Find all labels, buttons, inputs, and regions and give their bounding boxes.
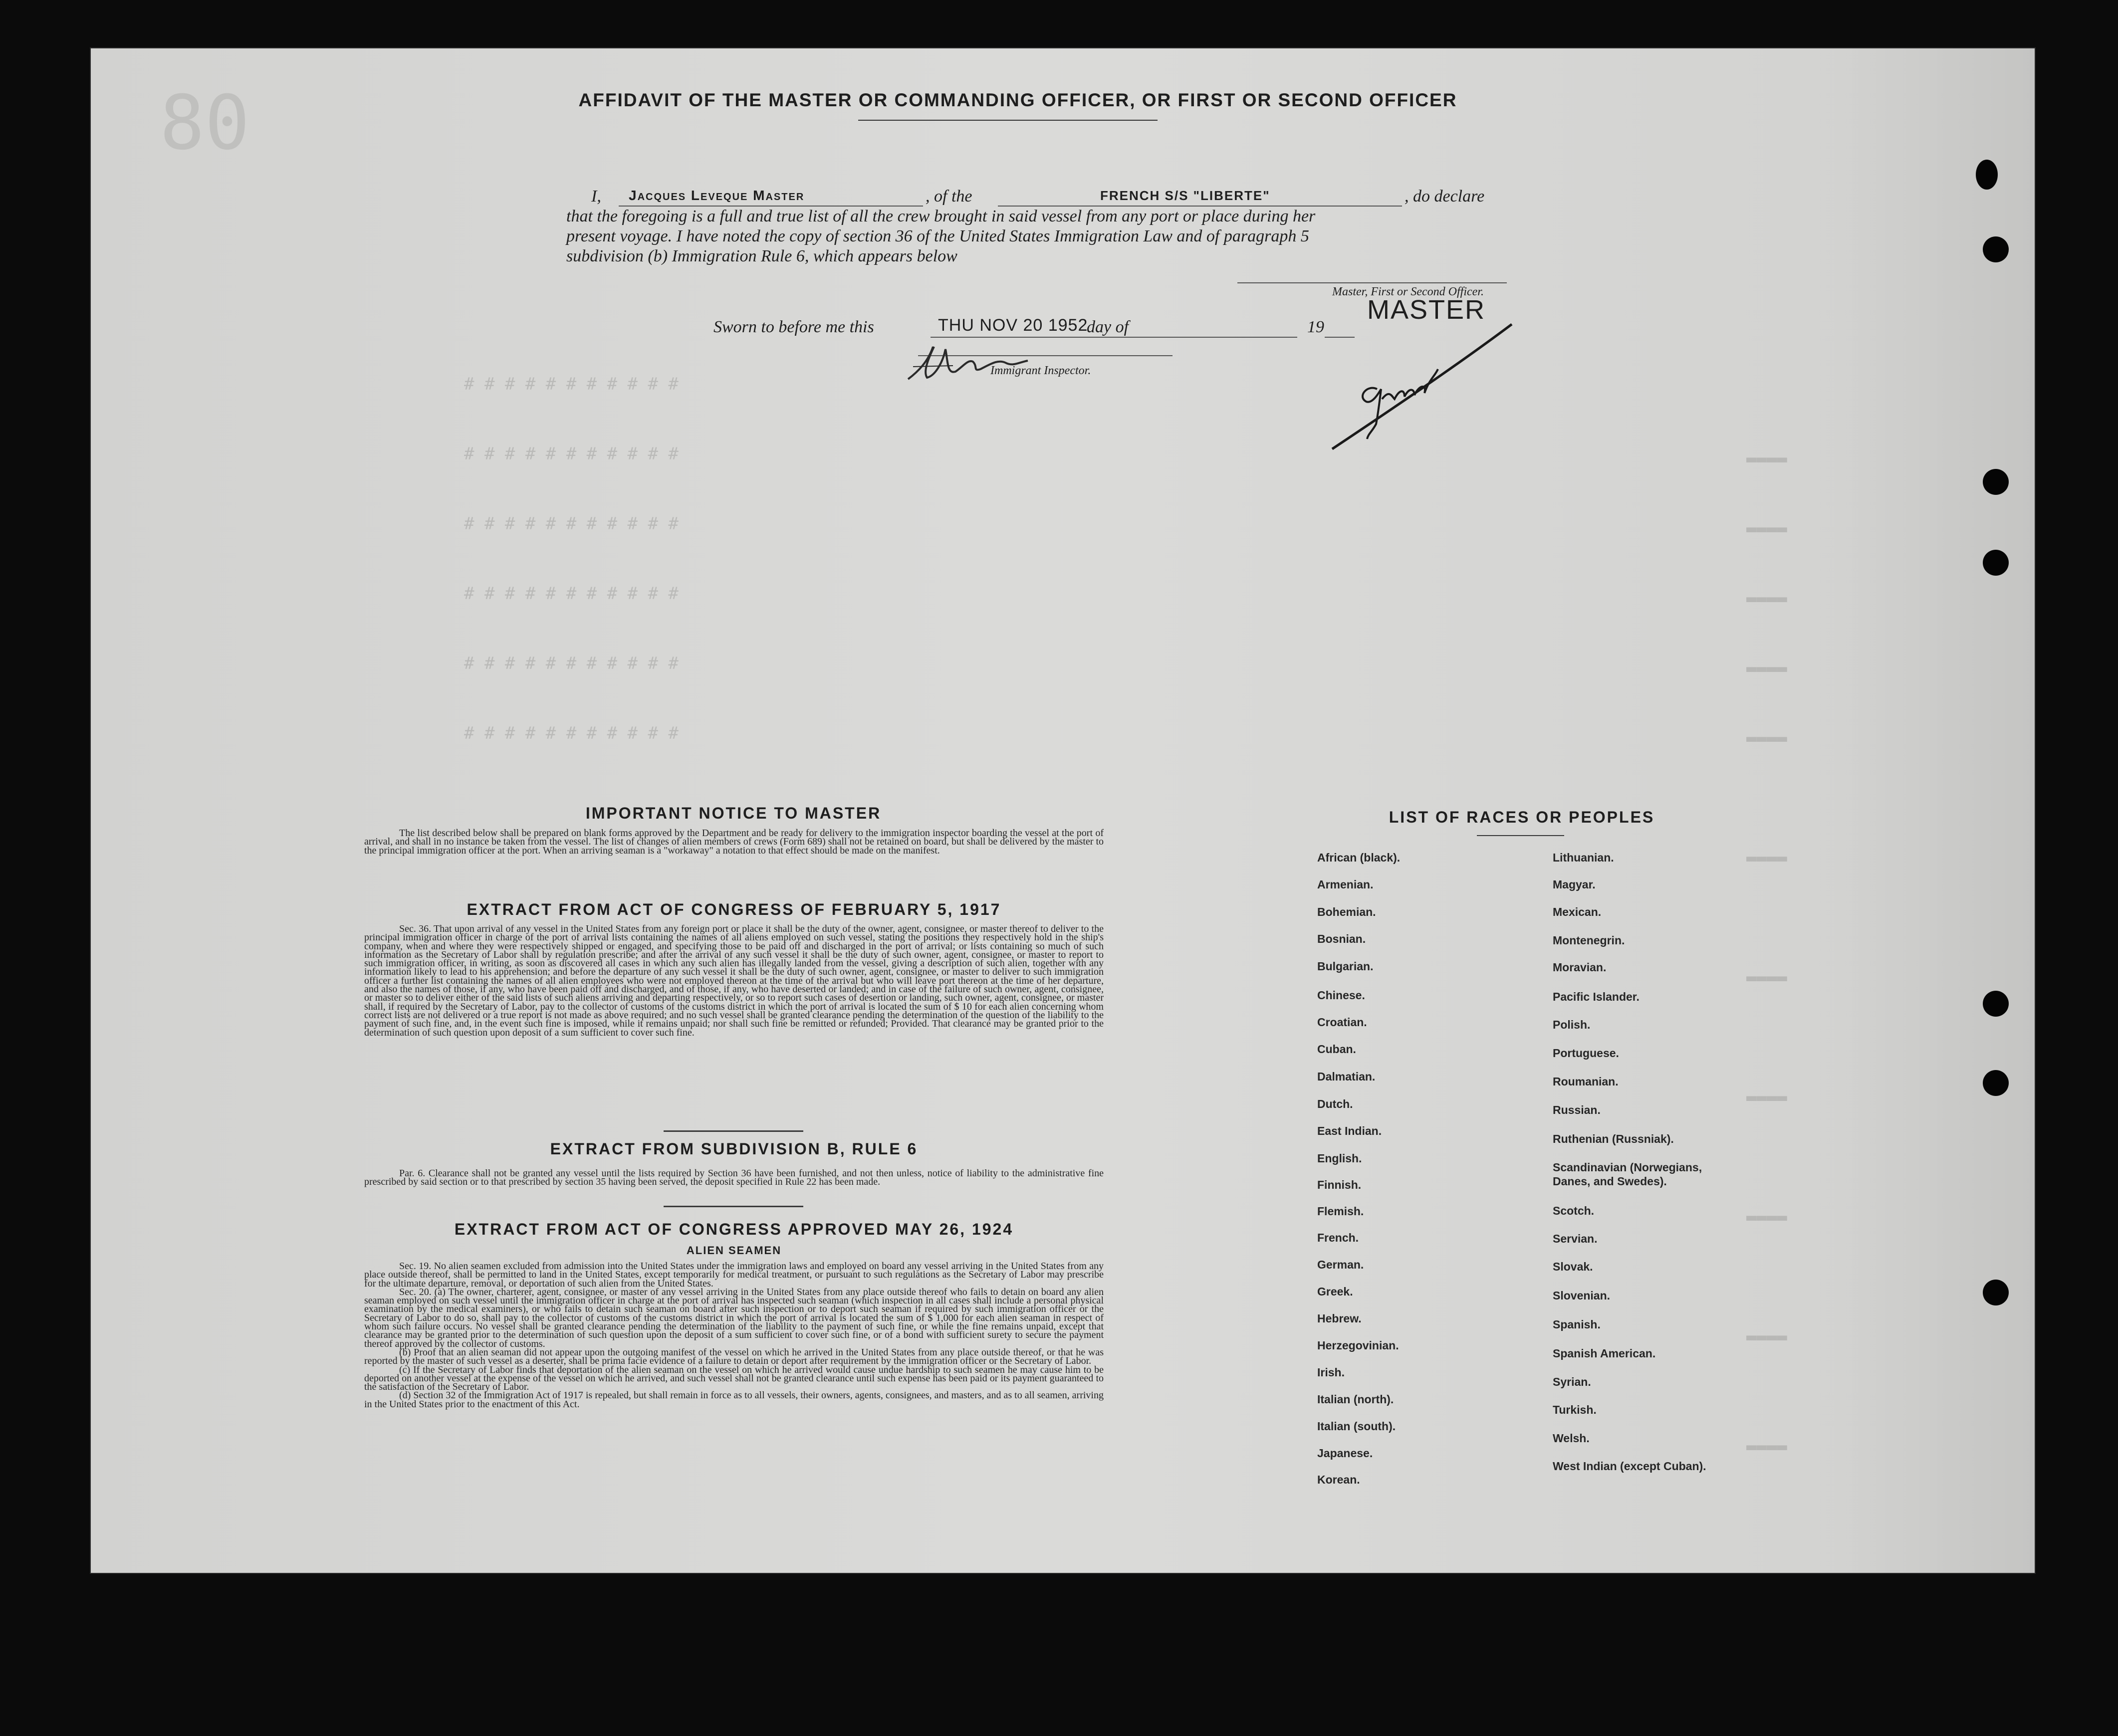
sec-20d-paragraph: (d) Section 32 of the Immigration Act of 1917 is repealed, but shall remain in force as to all vessels, their owners, agents, consignees, and masters, and as to all seamen, arriving in the United States prior to the enactment of this Act.: [364, 1390, 1104, 1410]
punch-hole: [1976, 160, 1998, 190]
inspector-caption: Immigrant Inspector.: [990, 364, 1091, 377]
race-item: Flemish.: [1317, 1205, 1364, 1218]
race-item: Servian.: [1553, 1232, 1598, 1245]
affidavit-title: AFFIDAVIT OF THE MASTER OR COMMANDING OFFICER, OR FIRST OR SECOND OFFICER: [578, 90, 1457, 110]
race-item: Armenian.: [1317, 878, 1374, 891]
affidavit-line-3: present voyage. I have noted the copy of section 36 of the United States Immigration Law and of paragraph 5: [566, 227, 1309, 245]
month-fill-line: [1143, 337, 1297, 338]
race-item: Bulgarian.: [1317, 960, 1374, 973]
day-of-text: day of: [1087, 318, 1129, 336]
master-name: Jacques Leveque Master: [629, 188, 805, 203]
notice-paragraph: The list described below shall be prepared on blank forms approved by the Department and be ready for delivery to the immigration inspector boarding the vessel at the port of arrival, and shall in no instance be taken from the vessel. The list of changes of alien members of crews (Form 689) shall not be retained on board, but shall be delivered by the master to the principal immigration officer at the port. When an arriving seaman is a "workaway" a notation to that effect should be made on the manifest.: [364, 828, 1104, 856]
race-item: Dutch.: [1317, 1097, 1353, 1110]
section-rule: [664, 1206, 803, 1207]
vessel-fill-line: [998, 206, 1402, 207]
affidavit-line-2: that the foregoing is a full and true list of all the crew brought in said vessel from any port or place during her: [566, 207, 1316, 225]
race-item: East Indian.: [1317, 1124, 1382, 1137]
alien-seamen-subtitle: ALIEN SEAMEN: [686, 1244, 782, 1257]
inspector-signature: [898, 332, 1063, 387]
name-fill-line: [619, 206, 923, 207]
punch-hole: [1983, 1280, 2009, 1305]
race-item: Magyar.: [1553, 878, 1596, 891]
race-item: French.: [1317, 1231, 1359, 1244]
officer-signature-line: [1237, 282, 1507, 283]
sworn-date-stamp: THU NOV 20 1952: [938, 316, 1088, 335]
sec-20b-paragraph: (b) Proof that an alien seaman did not appear upon the outgoing manifest of the vessel on which he arrived in the United States from any place outside thereof, or that he was reported by the master of such vessel as a deserter, shall be prima facie evidence of a failure to detain or deport after requirement by the immigration officer or the Secretary of Labor.: [364, 1346, 1104, 1367]
race-item: Greek.: [1317, 1285, 1353, 1298]
affidavit-line-4: subdivision (b) Immigration Rule 6, which appears below: [566, 247, 957, 265]
race-item: Italian (south).: [1317, 1420, 1396, 1433]
race-item: Dalmatian.: [1317, 1070, 1376, 1083]
race-item: Irish.: [1317, 1366, 1345, 1379]
notice-text: [364, 829, 1104, 855]
race-item: Italian (north).: [1317, 1393, 1394, 1406]
race-item: African (black).: [1317, 851, 1401, 864]
vessel-name: FRENCH S/S "LIBERTE": [1100, 188, 1270, 203]
race-item: Lithuanian.: [1553, 851, 1614, 864]
race-item: Roumanian.: [1553, 1075, 1619, 1088]
race-item: Russian.: [1553, 1103, 1601, 1116]
race-item: Scandinavian (Norwegians, Danes, and Swedes).: [1553, 1161, 1702, 1188]
section-36-paragraph: Sec. 36. That upon arrival of any vessel in the United States from any foreign port or place it shall be the duty of the owner, agent, consignee, or master thereof to deliver to the principal immigration officer in charge of the port of arrival lists containing the names of all aliens employed on such vessel, stating the positions they respectively hold in the ship's company, when and where they were respectively shipped or engaged, and specifying those to be paid off and discharged in the port of arrival; or lists containing so much of such information as the Secretary of Labor shall by regulation prescribe; and after the arrival of any such vessel it shall be the duty of such owner, agent, consignee, or master to report to such immigration officer, in writing, as soon as discovered all cases in which any such alien has illegally landed from the vessel, giving a description of such alien, together with any information likely to lead to his apprehension; and before the departure of any such vessel it shall be the duty of such owner, agent, consignee, or master to deliver to such immigration officer a further list containing the names of all alien employees who were not employed thereon at the time of the arrival but who will leave port thereon at the time of her departure, and also the names of those, if any, who have been paid off and discharged, and of those, if any, who have deserted or landed; and in case of the failure of such owner, agent, consignee, or master so to deliver either of the said lists of such aliens arriving and departing respectively, or so to report such cases of desertion or landing, such owner, agent, consignee, or master shall, if required by the Secretary of Labor, pay to the collector of customs of the customs district in which the port of arrival is located the sum of $ 10 for each alien concerning whom correct lists are not delivered or a true report is not made as above required; and no such vessel shall be granted clearance pending the determination of the question of the liability to the payment of such fine, and, in the event such fine is imposed, while it remains unpaid; nor shall such fine be remitted or refunded; Provided. That clearance may be granted prior to the determination of such question upon deposit of a sum sufficient to cover such fine.: [364, 923, 1104, 1038]
title-rule: [858, 120, 1158, 121]
race-item: Finnish.: [1317, 1178, 1362, 1191]
paragraph-6: Par. 6. Clearance shall not be granted any vessel until the lists required by Section 36 have been furnished, and not then unless, notice of liability to the administrative fine prescribed by said section or to that prescribed by section 35 having been served, the deposit specified in Rule 22 has been made.: [364, 1168, 1104, 1188]
races-title-rule: [1477, 835, 1564, 836]
extract-1924-text: [364, 1262, 1104, 1409]
race-item: Slovenian.: [1553, 1289, 1611, 1302]
race-item: Pacific Islander.: [1553, 990, 1640, 1003]
race-item: Welsh.: [1553, 1432, 1590, 1445]
year-prefix: 19: [1307, 318, 1324, 336]
sec-20a-paragraph: Sec. 20. (a) The owner, charterer, agent, consignee, or master of any vessel arriving in the United States from any place outside thereof who fails to detain on board any alien seaman employed on such vessel until the immigration officer in charge at the port of arrival has inspected such seaman (which inspection in all cases shall include a personal physical examination by the medical examiners), or who fails to detain such seaman on board after such inspection or to deport such seaman if required by such immigration officer or the Secretary of Labor to do so, shall pay to the collector of customs of the customs district in which the port of arrival is located the sum of $ 1,000 for each alien seaman in respect of whom such failure occurs. No vessel shall be granted clearance pending the determination of the liability to the payment of such fine, or while the fine remains unpaid, except that clearance may be granted prior to the determination of such question upon the deposit of a sum sufficient to cover such fine, or of a bond with sufficient surety to secure the payment thereof approved by the collector of customs.: [364, 1286, 1104, 1349]
race-item: English.: [1317, 1152, 1362, 1165]
race-item: Polish.: [1553, 1018, 1591, 1031]
sworn-prefix: Sworn to before me this: [713, 318, 874, 336]
race-item: Spanish.: [1553, 1318, 1601, 1331]
master-signature: [1322, 314, 1522, 454]
race-item: West Indian (except Cuban).: [1553, 1460, 1706, 1473]
extract-1924-title: EXTRACT FROM ACT OF CONGRESS APPROVED MAY 26, 1924: [454, 1220, 1014, 1238]
extract-rule6-title: EXTRACT FROM SUBDIVISION B, RULE 6: [550, 1140, 918, 1158]
notice-title: IMPORTANT NOTICE TO MASTER: [585, 804, 882, 822]
race-item: Syrian.: [1553, 1375, 1591, 1388]
race-item: Hebrew.: [1317, 1312, 1362, 1325]
race-item: Scotch.: [1553, 1204, 1595, 1217]
race-item: Bosnian.: [1317, 932, 1366, 945]
race-item: Korean.: [1317, 1473, 1360, 1486]
punch-hole: [1983, 1070, 2009, 1096]
race-item: Mexican.: [1553, 905, 1602, 918]
punch-hole: [1983, 550, 2009, 576]
race-item: Japanese.: [1317, 1447, 1373, 1460]
do-declare-text: , do declare: [1405, 187, 1485, 206]
extract-rule6-text: [364, 1169, 1104, 1187]
affidavit-line-1: I,: [591, 187, 601, 206]
race-item: Moravian.: [1553, 961, 1607, 974]
race-item: Croatian.: [1317, 1016, 1367, 1029]
extract-1917-text: [364, 925, 1104, 1037]
race-item: Slovak.: [1553, 1260, 1593, 1273]
race-item: Portuguese.: [1553, 1047, 1619, 1060]
officer-caption: Master, First or Second Officer.: [1332, 285, 1484, 298]
race-item: Montenegrin.: [1553, 934, 1625, 947]
race-item: Spanish American.: [1553, 1347, 1656, 1360]
race-item: Ruthenian (Russniak).: [1553, 1132, 1674, 1145]
race-item: Cuban.: [1317, 1043, 1356, 1056]
sec-19-paragraph: Sec. 19. No alien seamen excluded from admission into the United States under the immigration laws and employed on board any vessel arriving in the United States from any place outside thereof, shall be permitted to land in the United States, except temporarily for medical treatment, or pursuant to such regulations as the Secretary of Labor may prescribe for the ultimate departure, removal, or deportation of such alien from the United States.: [364, 1261, 1104, 1289]
sec-20c-paragraph: (c) If the Secretary of Labor finds that deportation of the alien seaman on the vessel on which he arrived would cause undue hardship to such seamen he may cause him to be deported on another vessel at the expense of the vessel on which he arrived, and such vessel shall not be granted clearance until such expense has been paid or its payment guaranteed to the satisfaction of the Secretary of Labor.: [364, 1364, 1104, 1393]
extract-1917-title: EXTRACT FROM ACT OF CONGRESS OF FEBRUARY 5, 1917: [467, 900, 1001, 918]
of-the-text: , of the: [926, 187, 972, 206]
master-stamp: MASTER: [1367, 295, 1486, 325]
races-title: LIST OF RACES OR PEOPLES: [1389, 808, 1655, 826]
race-item: Turkish.: [1553, 1403, 1597, 1416]
race-item: Herzegovinian.: [1317, 1339, 1399, 1352]
race-item: Bohemian.: [1317, 905, 1376, 918]
race-item: German.: [1317, 1258, 1364, 1271]
punch-hole: [1983, 469, 2009, 495]
section-rule: [664, 1130, 803, 1132]
race-item: Chinese.: [1317, 989, 1365, 1002]
punch-hole: [1983, 236, 2009, 262]
punch-hole: [1983, 991, 2009, 1017]
